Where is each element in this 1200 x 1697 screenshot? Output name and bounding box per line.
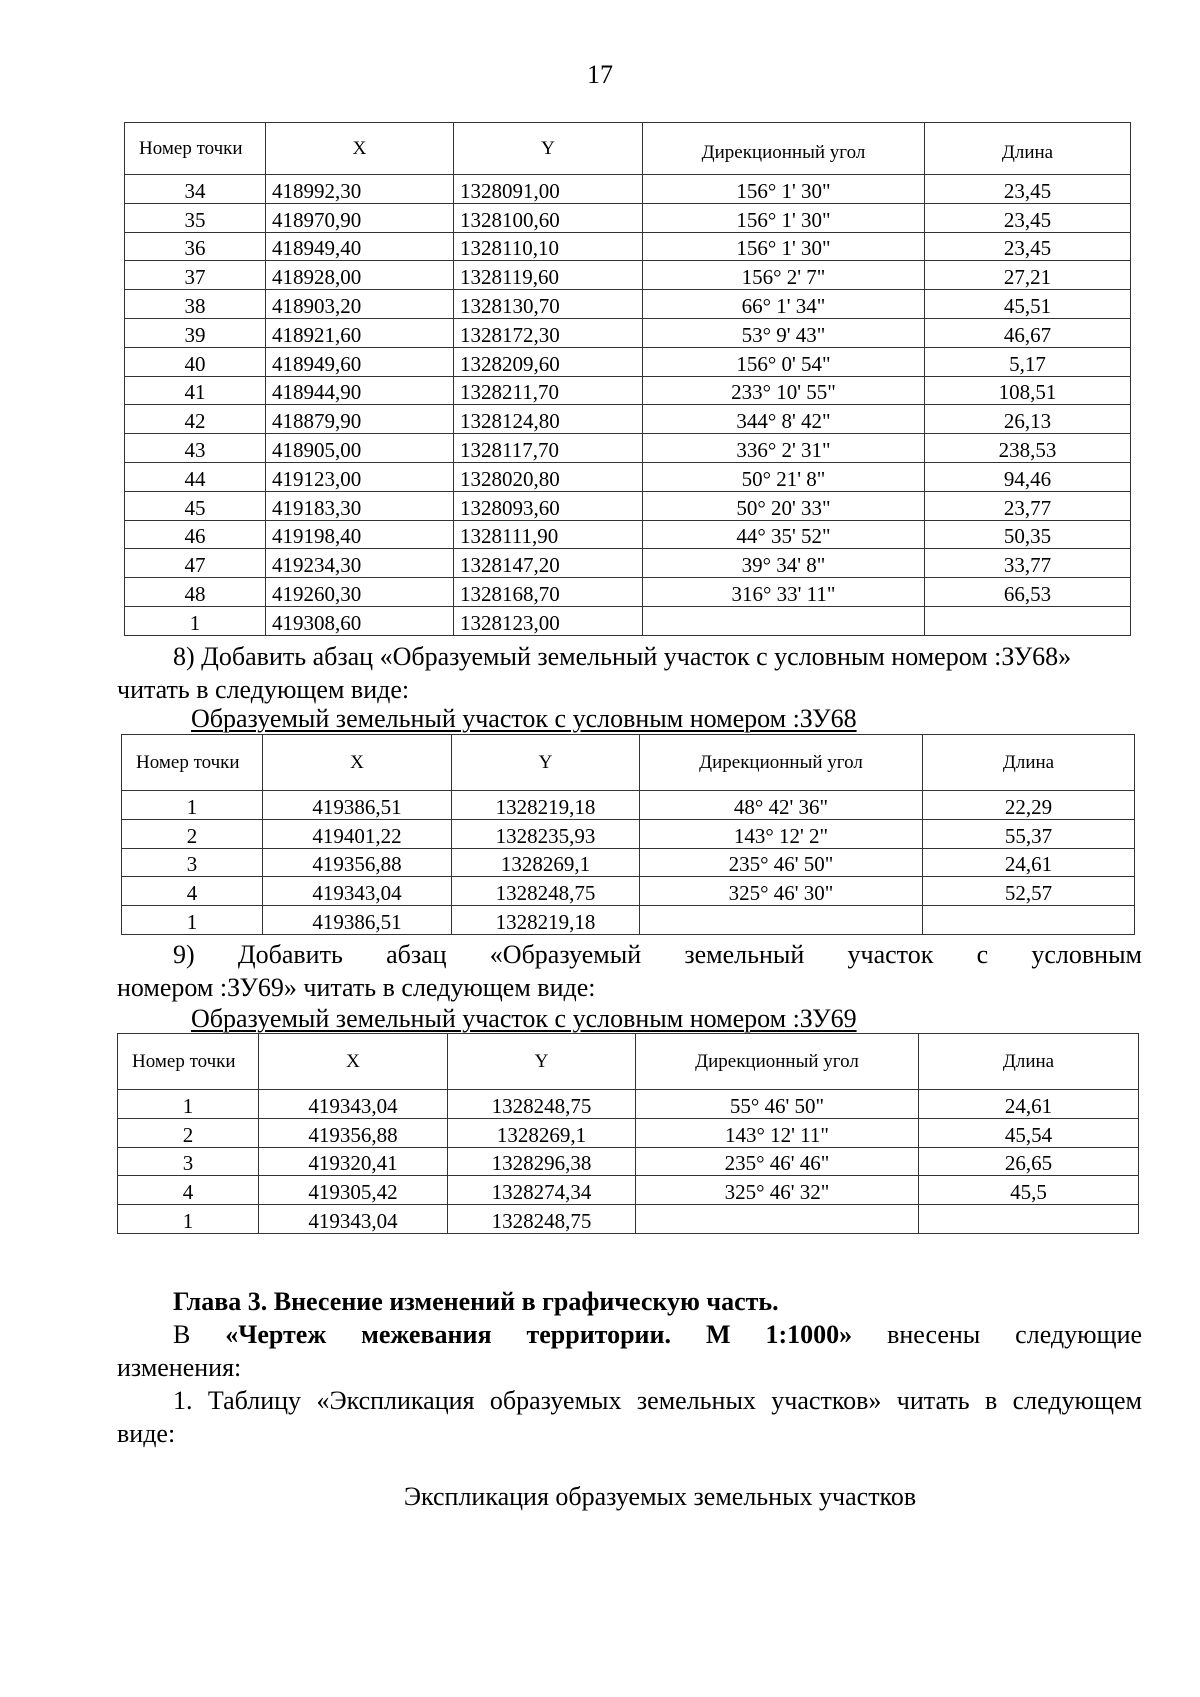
cell-length: 23,45 <box>925 232 1131 261</box>
cell-length: 26,65 <box>919 1147 1139 1176</box>
table-row <box>125 175 1131 204</box>
chapter-3-heading <box>117 1285 1142 1318</box>
chapter-3-paragraph-line-2: изменения: <box>117 1353 242 1382</box>
cell-point-number: 1 <box>118 1090 259 1119</box>
cell-direction-angle: 44° 35' 52" <box>643 520 925 549</box>
cell-y: 1328100,60 <box>454 203 643 232</box>
cell-point-number: 34 <box>125 175 266 204</box>
table-caption-zu69 <box>191 1004 857 1034</box>
cell-direction-angle: 156° 2' 7" <box>643 261 925 290</box>
cell-x: 419343,04 <box>259 1090 448 1119</box>
header-direction-angle: Дирекционный угол <box>640 735 923 791</box>
cell-x: 418992,30 <box>266 175 454 204</box>
chapter-3-prefix: В <box>173 1320 191 1349</box>
cell-y: 1328123,00 <box>454 606 643 635</box>
table-row <box>125 462 1131 491</box>
table-row <box>125 491 1131 520</box>
cell-x: 418949,60 <box>266 347 454 376</box>
table-row <box>122 906 1135 935</box>
table-row <box>122 791 1135 820</box>
cell-point-number: 41 <box>125 376 266 405</box>
cell-x: 418944,90 <box>266 376 454 405</box>
cell-point-number: 40 <box>125 347 266 376</box>
cell-direction-angle <box>643 606 925 635</box>
table-row <box>118 1118 1139 1147</box>
cell-direction-angle: 235° 46' 46" <box>636 1147 919 1176</box>
cell-x: 418879,90 <box>266 405 454 434</box>
table-row <box>125 549 1131 578</box>
paragraph-9-line-1: 9) Добавить абзац «Образуемый земельный участок с условным <box>173 940 1142 969</box>
cell-x: 418949,40 <box>266 232 454 261</box>
cell-x: 419123,00 <box>266 462 454 491</box>
cell-point-number: 43 <box>125 434 266 463</box>
chapter-3-drawing-title: «Чертеж межевания территории. М 1:1000» <box>225 1320 853 1349</box>
explication-caption: Экспликация образуемых земельных участков <box>403 1482 917 1511</box>
table-row <box>125 606 1131 635</box>
cell-direction-angle: 50° 20' 33" <box>643 491 925 520</box>
chapter-3-suffix-line1: внесены следующие <box>887 1320 1143 1349</box>
cell-point-number: 4 <box>118 1176 259 1205</box>
cell-direction-angle: 39° 34' 8" <box>643 549 925 578</box>
header-length: Длина <box>925 123 1131 175</box>
cell-direction-angle <box>640 906 923 935</box>
header-x: X <box>263 735 452 791</box>
cell-length: 45,51 <box>925 290 1131 319</box>
cell-length: 23,45 <box>925 203 1131 232</box>
cell-direction-angle: 336° 2' 31" <box>643 434 925 463</box>
chapter-3-item-1-line-2: виде: <box>117 1419 176 1448</box>
cell-y: 1328219,18 <box>452 791 640 820</box>
cell-x: 419260,30 <box>266 578 454 607</box>
cell-x: 419320,41 <box>259 1147 448 1176</box>
cell-x: 419343,04 <box>263 877 452 906</box>
cell-length <box>919 1205 1139 1234</box>
cell-direction-angle: 48° 42' 36" <box>640 791 923 820</box>
cell-point-number: 36 <box>125 232 266 261</box>
cell-length: 55,37 <box>923 819 1135 848</box>
cell-point-number: 42 <box>125 405 266 434</box>
chapter-3-paragraph <box>117 1318 1142 1384</box>
header-direction-angle: Дирекционный угол <box>643 123 925 175</box>
cell-y: 1328248,75 <box>452 877 640 906</box>
table-row <box>125 405 1131 434</box>
cell-direction-angle: 143° 12' 2" <box>640 819 923 848</box>
header-point-number: Номер точки <box>125 123 266 175</box>
cell-length <box>923 906 1135 935</box>
cell-x: 418905,00 <box>266 434 454 463</box>
cell-direction-angle: 325° 46' 32" <box>636 1176 919 1205</box>
chapter-3-heading-text: Глава 3. Внесение изменений в графическую часть. <box>173 1287 779 1316</box>
table-caption-zu68 <box>191 704 857 734</box>
cell-direction-angle: 316° 33' 11" <box>643 578 925 607</box>
table-row <box>125 290 1131 319</box>
table-header-row <box>118 1034 1139 1090</box>
header-y: Y <box>448 1034 636 1090</box>
cell-y: 1328091,00 <box>454 175 643 204</box>
cell-x: 419234,30 <box>266 549 454 578</box>
cell-y: 1328111,90 <box>454 520 643 549</box>
cell-y: 1328117,70 <box>454 434 643 463</box>
cell-x: 419198,40 <box>266 520 454 549</box>
cell-point-number: 1 <box>118 1205 259 1234</box>
table-row <box>125 578 1131 607</box>
cell-x: 419308,60 <box>266 606 454 635</box>
cell-direction-angle <box>636 1205 919 1234</box>
cell-x: 419356,88 <box>263 848 452 877</box>
cell-direction-angle: 156° 1' 30" <box>643 175 925 204</box>
cell-direction-angle: 325° 46' 30" <box>640 877 923 906</box>
cell-y: 1328274,34 <box>448 1176 636 1205</box>
cell-point-number: 2 <box>118 1118 259 1147</box>
table-row <box>118 1205 1139 1234</box>
header-point-number: Номер точки <box>122 735 263 791</box>
cell-length: 45,5 <box>919 1176 1139 1205</box>
cell-length: 108,51 <box>925 376 1131 405</box>
table-row <box>118 1176 1139 1205</box>
table-header-row <box>122 735 1135 791</box>
cell-x: 419183,30 <box>266 491 454 520</box>
header-length: Длина <box>919 1034 1139 1090</box>
table-caption-zu68-text: Образуемый земельный участок с условным номером :ЗУ68 <box>191 704 857 733</box>
cell-length: 26,13 <box>925 405 1131 434</box>
header-point-number: Номер точки <box>118 1034 259 1090</box>
table-row <box>118 1147 1139 1176</box>
cell-direction-angle: 50° 21' 8" <box>643 462 925 491</box>
cell-direction-angle: 233° 10' 55" <box>643 376 925 405</box>
cell-y: 1328248,75 <box>448 1205 636 1234</box>
cell-length <box>925 606 1131 635</box>
cell-point-number: 1 <box>122 791 263 820</box>
cell-y: 1328296,38 <box>448 1147 636 1176</box>
cell-y: 1328130,70 <box>454 290 643 319</box>
cell-x: 418928,00 <box>266 261 454 290</box>
paragraph-8 <box>117 640 1142 706</box>
cell-length: 22,29 <box>923 791 1135 820</box>
table-header-row <box>125 123 1131 175</box>
cell-point-number: 1 <box>122 906 263 935</box>
cell-length: 46,67 <box>925 318 1131 347</box>
table-row <box>122 819 1135 848</box>
table-row <box>125 520 1131 549</box>
cell-x: 419305,42 <box>259 1176 448 1205</box>
cell-x: 419386,51 <box>263 791 452 820</box>
cell-length: 45,54 <box>919 1118 1139 1147</box>
cell-length: 50,35 <box>925 520 1131 549</box>
table-row <box>118 1090 1139 1119</box>
cell-y: 1328248,75 <box>448 1090 636 1119</box>
cell-point-number: 39 <box>125 318 266 347</box>
header-y: Y <box>452 735 640 791</box>
cell-point-number: 37 <box>125 261 266 290</box>
header-x: X <box>259 1034 448 1090</box>
cell-y: 1328020,80 <box>454 462 643 491</box>
paragraph-8-text: 8) Добавить абзац «Образуемый земельный участок с условным номером :ЗУ68» читать в следующем виде: <box>117 642 1072 704</box>
cell-point-number: 35 <box>125 203 266 232</box>
cell-length: 23,45 <box>925 175 1131 204</box>
table-row <box>125 203 1131 232</box>
table-row <box>122 848 1135 877</box>
cell-y: 1328235,93 <box>452 819 640 848</box>
table-caption-zu69-text: Образуемый земельный участок с условным номером :ЗУ69 <box>191 1004 857 1033</box>
cell-x: 418903,20 <box>266 290 454 319</box>
coordinates-table-zu68 <box>121 734 1135 935</box>
cell-point-number: 46 <box>125 520 266 549</box>
table-row <box>125 318 1131 347</box>
cell-x: 419386,51 <box>263 906 452 935</box>
coordinates-table-continued <box>124 122 1131 636</box>
cell-point-number: 47 <box>125 549 266 578</box>
cell-direction-angle: 235° 46' 50" <box>640 848 923 877</box>
cell-length: 5,17 <box>925 347 1131 376</box>
cell-point-number: 4 <box>122 877 263 906</box>
cell-point-number: 45 <box>125 491 266 520</box>
cell-point-number: 48 <box>125 578 266 607</box>
cell-y: 1328219,18 <box>452 906 640 935</box>
cell-point-number: 3 <box>122 848 263 877</box>
cell-x: 418921,60 <box>266 318 454 347</box>
cell-y: 1328124,80 <box>454 405 643 434</box>
cell-y: 1328172,30 <box>454 318 643 347</box>
header-length: Длина <box>923 735 1135 791</box>
cell-y: 1328269,1 <box>452 848 640 877</box>
cell-length: 23,77 <box>925 491 1131 520</box>
cell-direction-angle: 156° 0' 54" <box>643 347 925 376</box>
cell-x: 419401,22 <box>263 819 452 848</box>
chapter-3-item-1 <box>117 1384 1142 1450</box>
header-x: X <box>266 123 454 175</box>
coordinates-table-zu69 <box>117 1033 1139 1234</box>
table-row <box>125 376 1131 405</box>
header-y: Y <box>454 123 643 175</box>
cell-x: 418970,90 <box>266 203 454 232</box>
cell-y: 1328110,10 <box>454 232 643 261</box>
paragraph-9-line-2: номером :ЗУ69» читать в следующем виде: <box>117 973 596 1002</box>
cell-point-number: 1 <box>125 606 266 635</box>
cell-length: 24,61 <box>923 848 1135 877</box>
table-row <box>125 347 1131 376</box>
cell-y: 1328211,70 <box>454 376 643 405</box>
cell-direction-angle: 344° 8' 42" <box>643 405 925 434</box>
cell-direction-angle: 156° 1' 30" <box>643 203 925 232</box>
cell-y: 1328168,70 <box>454 578 643 607</box>
cell-length: 238,53 <box>925 434 1131 463</box>
cell-direction-angle: 53° 9' 43" <box>643 318 925 347</box>
cell-point-number: 44 <box>125 462 266 491</box>
cell-direction-angle: 156° 1' 30" <box>643 232 925 261</box>
table-row <box>122 877 1135 906</box>
cell-length: 66,53 <box>925 578 1131 607</box>
cell-point-number: 38 <box>125 290 266 319</box>
cell-y: 1328093,60 <box>454 491 643 520</box>
cell-length: 52,57 <box>923 877 1135 906</box>
table-row <box>125 261 1131 290</box>
table-row <box>125 232 1131 261</box>
cell-length: 33,77 <box>925 549 1131 578</box>
cell-x: 419356,88 <box>259 1118 448 1147</box>
cell-y: 1328119,60 <box>454 261 643 290</box>
cell-point-number: 3 <box>118 1147 259 1176</box>
paragraph-9 <box>117 938 1142 1004</box>
cell-length: 94,46 <box>925 462 1131 491</box>
cell-x: 419343,04 <box>259 1205 448 1234</box>
chapter-3-item-1-line-1: 1. Таблицу «Экспликация образуемых земельных участков» читать в следующем <box>173 1386 1142 1415</box>
table-row <box>125 434 1131 463</box>
cell-y: 1328147,20 <box>454 549 643 578</box>
page-number: 17 <box>587 60 613 89</box>
cell-length: 27,21 <box>925 261 1131 290</box>
cell-direction-angle: 66° 1' 34" <box>643 290 925 319</box>
cell-length: 24,61 <box>919 1090 1139 1119</box>
cell-y: 1328209,60 <box>454 347 643 376</box>
cell-direction-angle: 143° 12' 11" <box>636 1118 919 1147</box>
cell-point-number: 2 <box>122 819 263 848</box>
cell-y: 1328269,1 <box>448 1118 636 1147</box>
chapter-3-paragraph-line-1 <box>117 1318 1142 1351</box>
header-direction-angle: Дирекционный угол <box>636 1034 919 1090</box>
cell-direction-angle: 55° 46' 50" <box>636 1090 919 1119</box>
